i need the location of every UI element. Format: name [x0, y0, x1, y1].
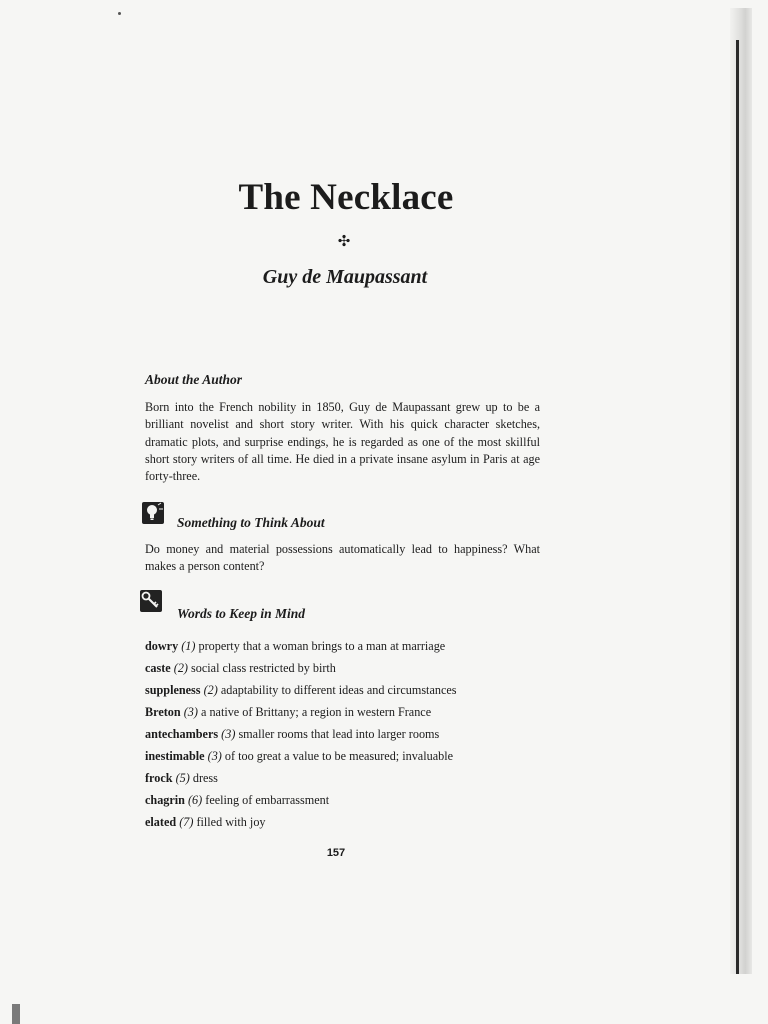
story-author: Guy de Maupassant	[262, 266, 428, 288]
about-author-heading: About the Author	[145, 372, 243, 387]
scan-binding-line	[736, 40, 739, 974]
vocab-term: Breton	[145, 705, 181, 719]
vocab-item	[145, 701, 545, 723]
vocab-ref: (5)	[175, 771, 190, 785]
vocab-ref: (2)	[173, 661, 188, 675]
think-about-text: Do money and material possessions automatically lead to happiness? What makes a person content?	[145, 542, 540, 574]
vocab-definition: feeling of embarrassment	[205, 793, 330, 807]
lightbulb-icon	[142, 502, 164, 524]
vocab-item	[145, 767, 545, 789]
vocab-ref: (2)	[203, 683, 218, 697]
vocab-item	[145, 679, 545, 701]
vocab-item	[145, 635, 545, 657]
vocab-term: chagrin	[145, 793, 185, 807]
vocab-ref: (3)	[207, 749, 222, 763]
about-author-text: Born into the French nobility in 1850, Guy de Maupassant grew up to be a brilliant novelist and short story writer. With his quick character sketches, dramatic plots, and surprise endings, he is regarded as one of the most skillful short story writers of all time. He died in a private insane asylum in Paris at age forty-three.	[145, 400, 540, 484]
vocab-item	[145, 745, 545, 767]
vocab-definition: a native of Brittany; a region in western France	[200, 705, 432, 719]
vocab-definition: social class restricted by birth	[191, 661, 336, 675]
vocab-ref: (3)	[221, 727, 236, 741]
scan-binding-edge	[730, 8, 752, 974]
vocab-definition: filled with joy	[196, 815, 266, 829]
vocab-item	[145, 657, 545, 679]
vocab-item	[145, 811, 545, 833]
vocab-term: suppleness	[145, 683, 201, 697]
think-about-heading: Something to Think About	[177, 515, 325, 530]
vocab-term: antechambers	[145, 727, 219, 741]
vocab-item	[145, 789, 545, 811]
vocab-term: inestimable	[145, 749, 205, 763]
vocab-definition: dress	[192, 771, 218, 785]
vocab-term: elated	[145, 815, 177, 829]
vocab-item	[145, 723, 545, 745]
vocab-ref: (3)	[183, 705, 198, 719]
vocab-definition: adaptability to different ideas and circumstances	[220, 683, 457, 697]
vocab-term: frock	[145, 771, 173, 785]
page-number: 157	[326, 847, 346, 859]
vocab-definition: property that a woman brings to a man at marriage	[198, 639, 446, 653]
vocab-ref: (7)	[179, 815, 194, 829]
vocab-ref: (6)	[188, 793, 203, 807]
vocabulary-list	[145, 635, 545, 833]
vocab-term: dowry	[145, 639, 179, 653]
story-title: The Necklace	[238, 177, 454, 218]
ornament-icon: ✣	[337, 234, 351, 250]
vocab-term: caste	[145, 661, 171, 675]
scan-speck	[118, 12, 121, 15]
vocab-definition: smaller rooms that lead into larger rooms	[238, 727, 440, 741]
vocab-ref: (1)	[181, 639, 196, 653]
vocab-definition: of too great a value to be measured; invaluable	[224, 749, 453, 763]
keys-icon	[140, 590, 162, 612]
words-to-keep-heading: Words to Keep in Mind	[177, 606, 306, 621]
scan-corner-mark	[12, 1004, 20, 1024]
